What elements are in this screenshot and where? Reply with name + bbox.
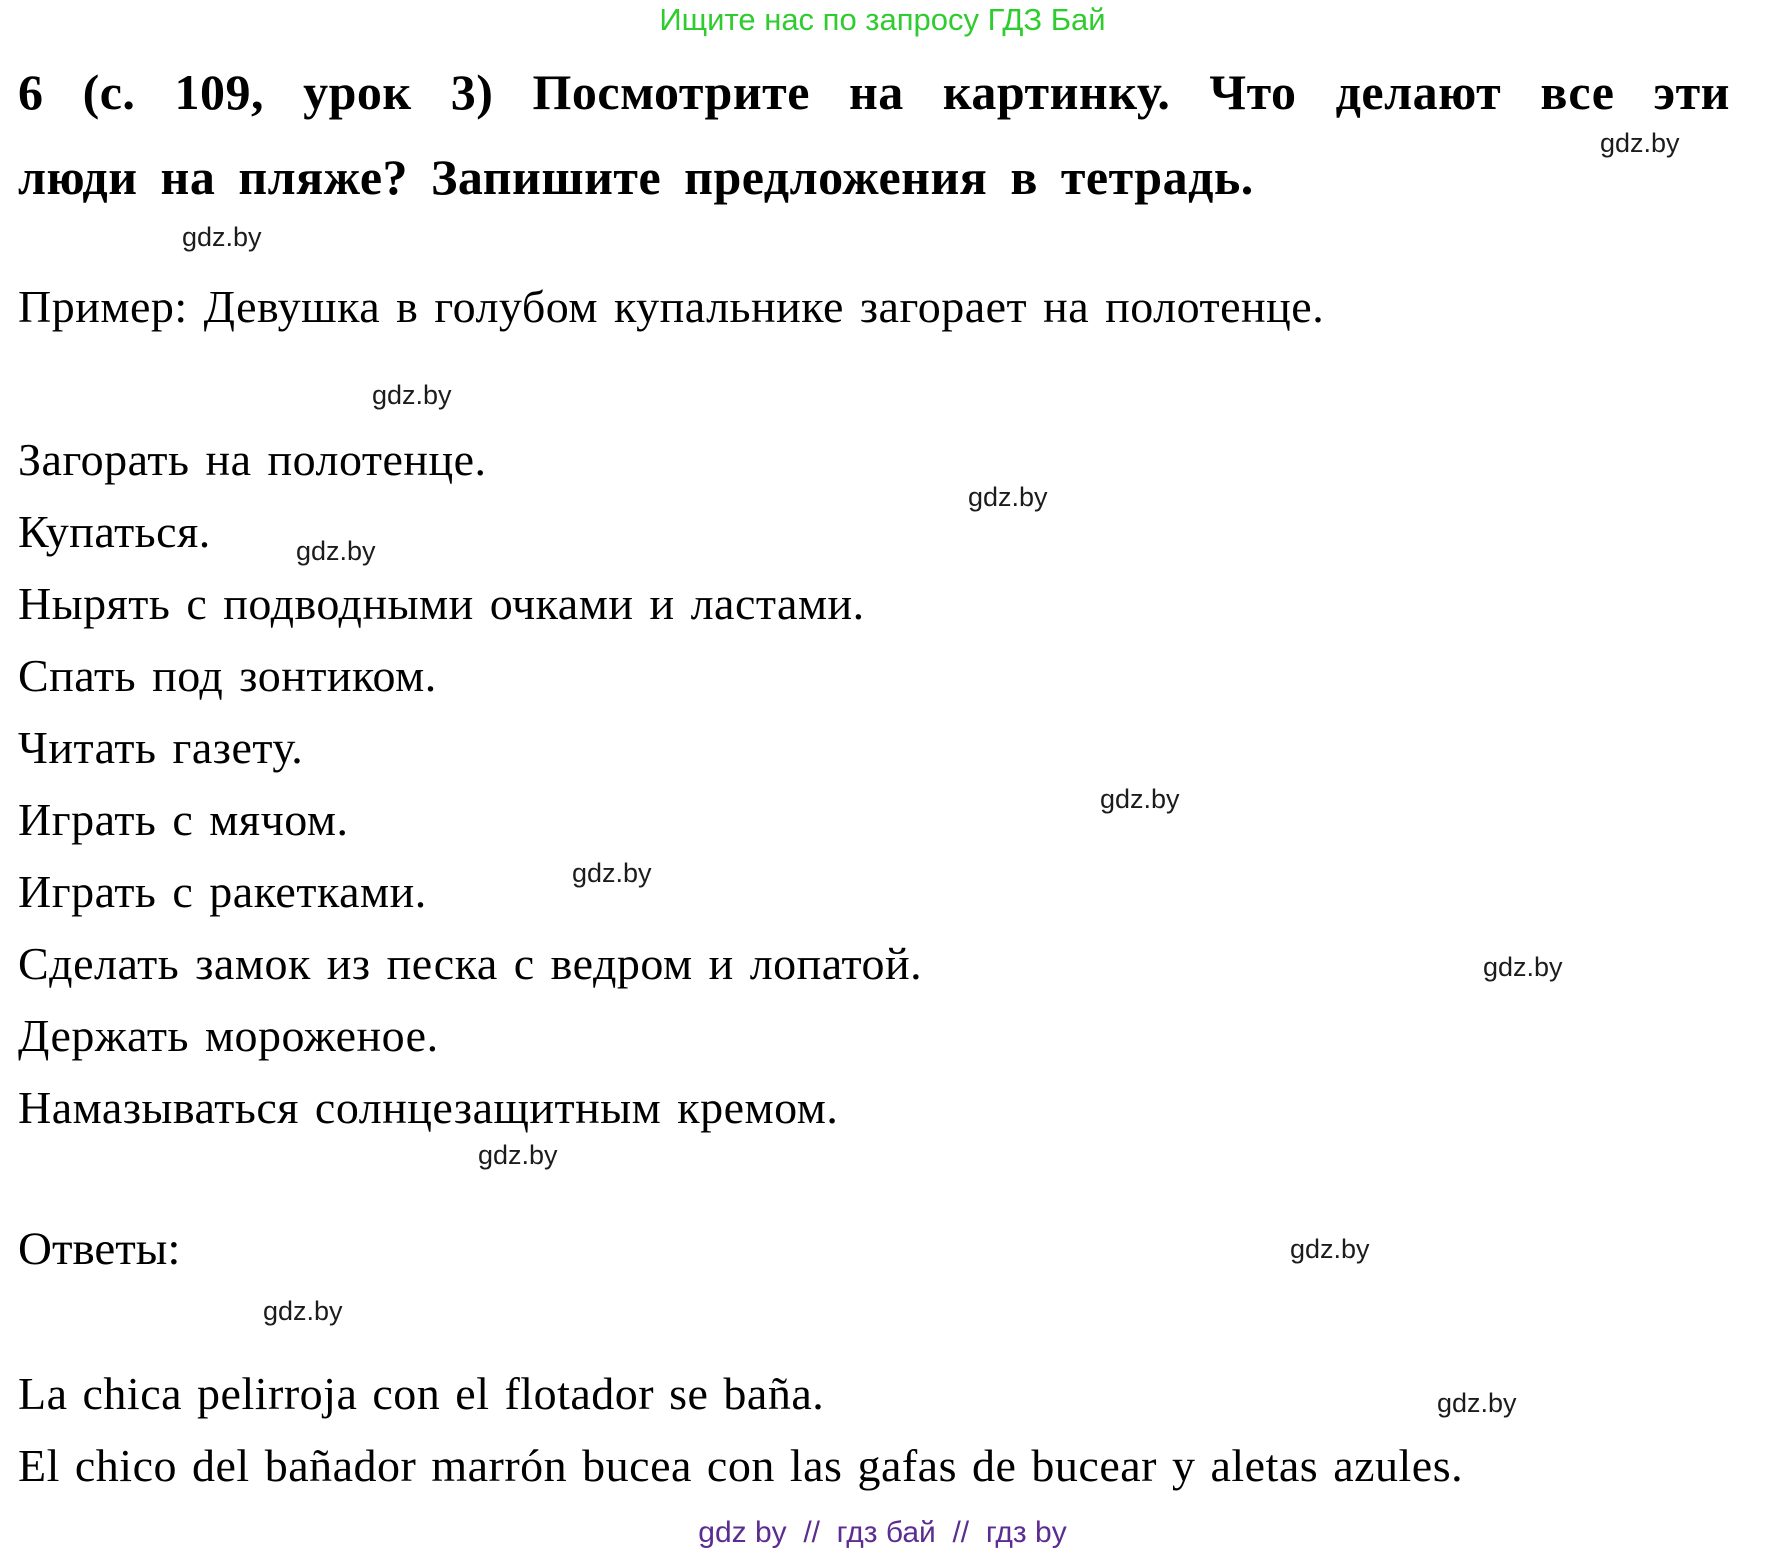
gdz-watermark: gdz.by (478, 1140, 558, 1170)
exercise-title (18, 50, 1730, 220)
gdz-watermark: gdz.by (1437, 1388, 1517, 1418)
promo-banner: Ищите нас по запросу ГДЗ Бай (659, 2, 1106, 37)
gdz-watermark: gdz.by (968, 482, 1048, 512)
activity-item: Держать мороженое. (18, 1010, 439, 1061)
activity-item: Намазываться солнцезащитным кремом. (18, 1082, 839, 1133)
gdz-watermark: gdz.by (1600, 128, 1680, 158)
gdz-watermark: gdz.by (263, 1296, 343, 1326)
gdz-watermark: gdz.by (372, 380, 452, 410)
answer-item: La chica pelirroja con el flotador se baña. (18, 1368, 825, 1419)
activity-item: Спать под зонтиком. (18, 650, 437, 701)
gdz-watermark: gdz.by (572, 858, 652, 888)
answers-list (18, 1358, 1463, 1502)
activity-item: Играть с ракетками. (18, 866, 427, 917)
activity-item: Купаться. (18, 506, 211, 557)
footer-links: gdz by // гдз бай // гдз by (698, 1516, 1067, 1549)
activity-item: Читать газету. (18, 722, 304, 773)
answer-item: El chico del bañador marrón bucea con las gafas de bucear y aletas azules. (18, 1440, 1464, 1491)
gdz-watermark: gdz.by (1100, 784, 1180, 814)
exercise-title-line2: люди на пляже? Запишите предложения в тетрадь. (18, 149, 1254, 205)
gdz-watermark: gdz.by (296, 536, 376, 566)
activities-list (18, 424, 922, 1144)
activity-item: Играть с мячом. (18, 794, 349, 845)
activity-item: Загорать на полотенце. (18, 434, 487, 485)
gdz-watermark: gdz.by (1290, 1234, 1370, 1264)
gdz-watermark: gdz.by (182, 222, 262, 252)
answers-label: Ответы: (18, 1223, 181, 1275)
activity-item: Сделать замок из песка с ведром и лопатой. (18, 938, 923, 989)
example-sentence: Пример: Девушка в голубом купальнике загорает на полотенце. (18, 281, 1325, 332)
activity-item: Нырять с подводными очками и ластами. (18, 578, 865, 629)
exercise-title-line1: 6 (с. 109, урок 3) Посмотрите на картинку. Что делают все эти (18, 64, 1730, 120)
gdz-watermark: gdz.by (1483, 952, 1563, 982)
